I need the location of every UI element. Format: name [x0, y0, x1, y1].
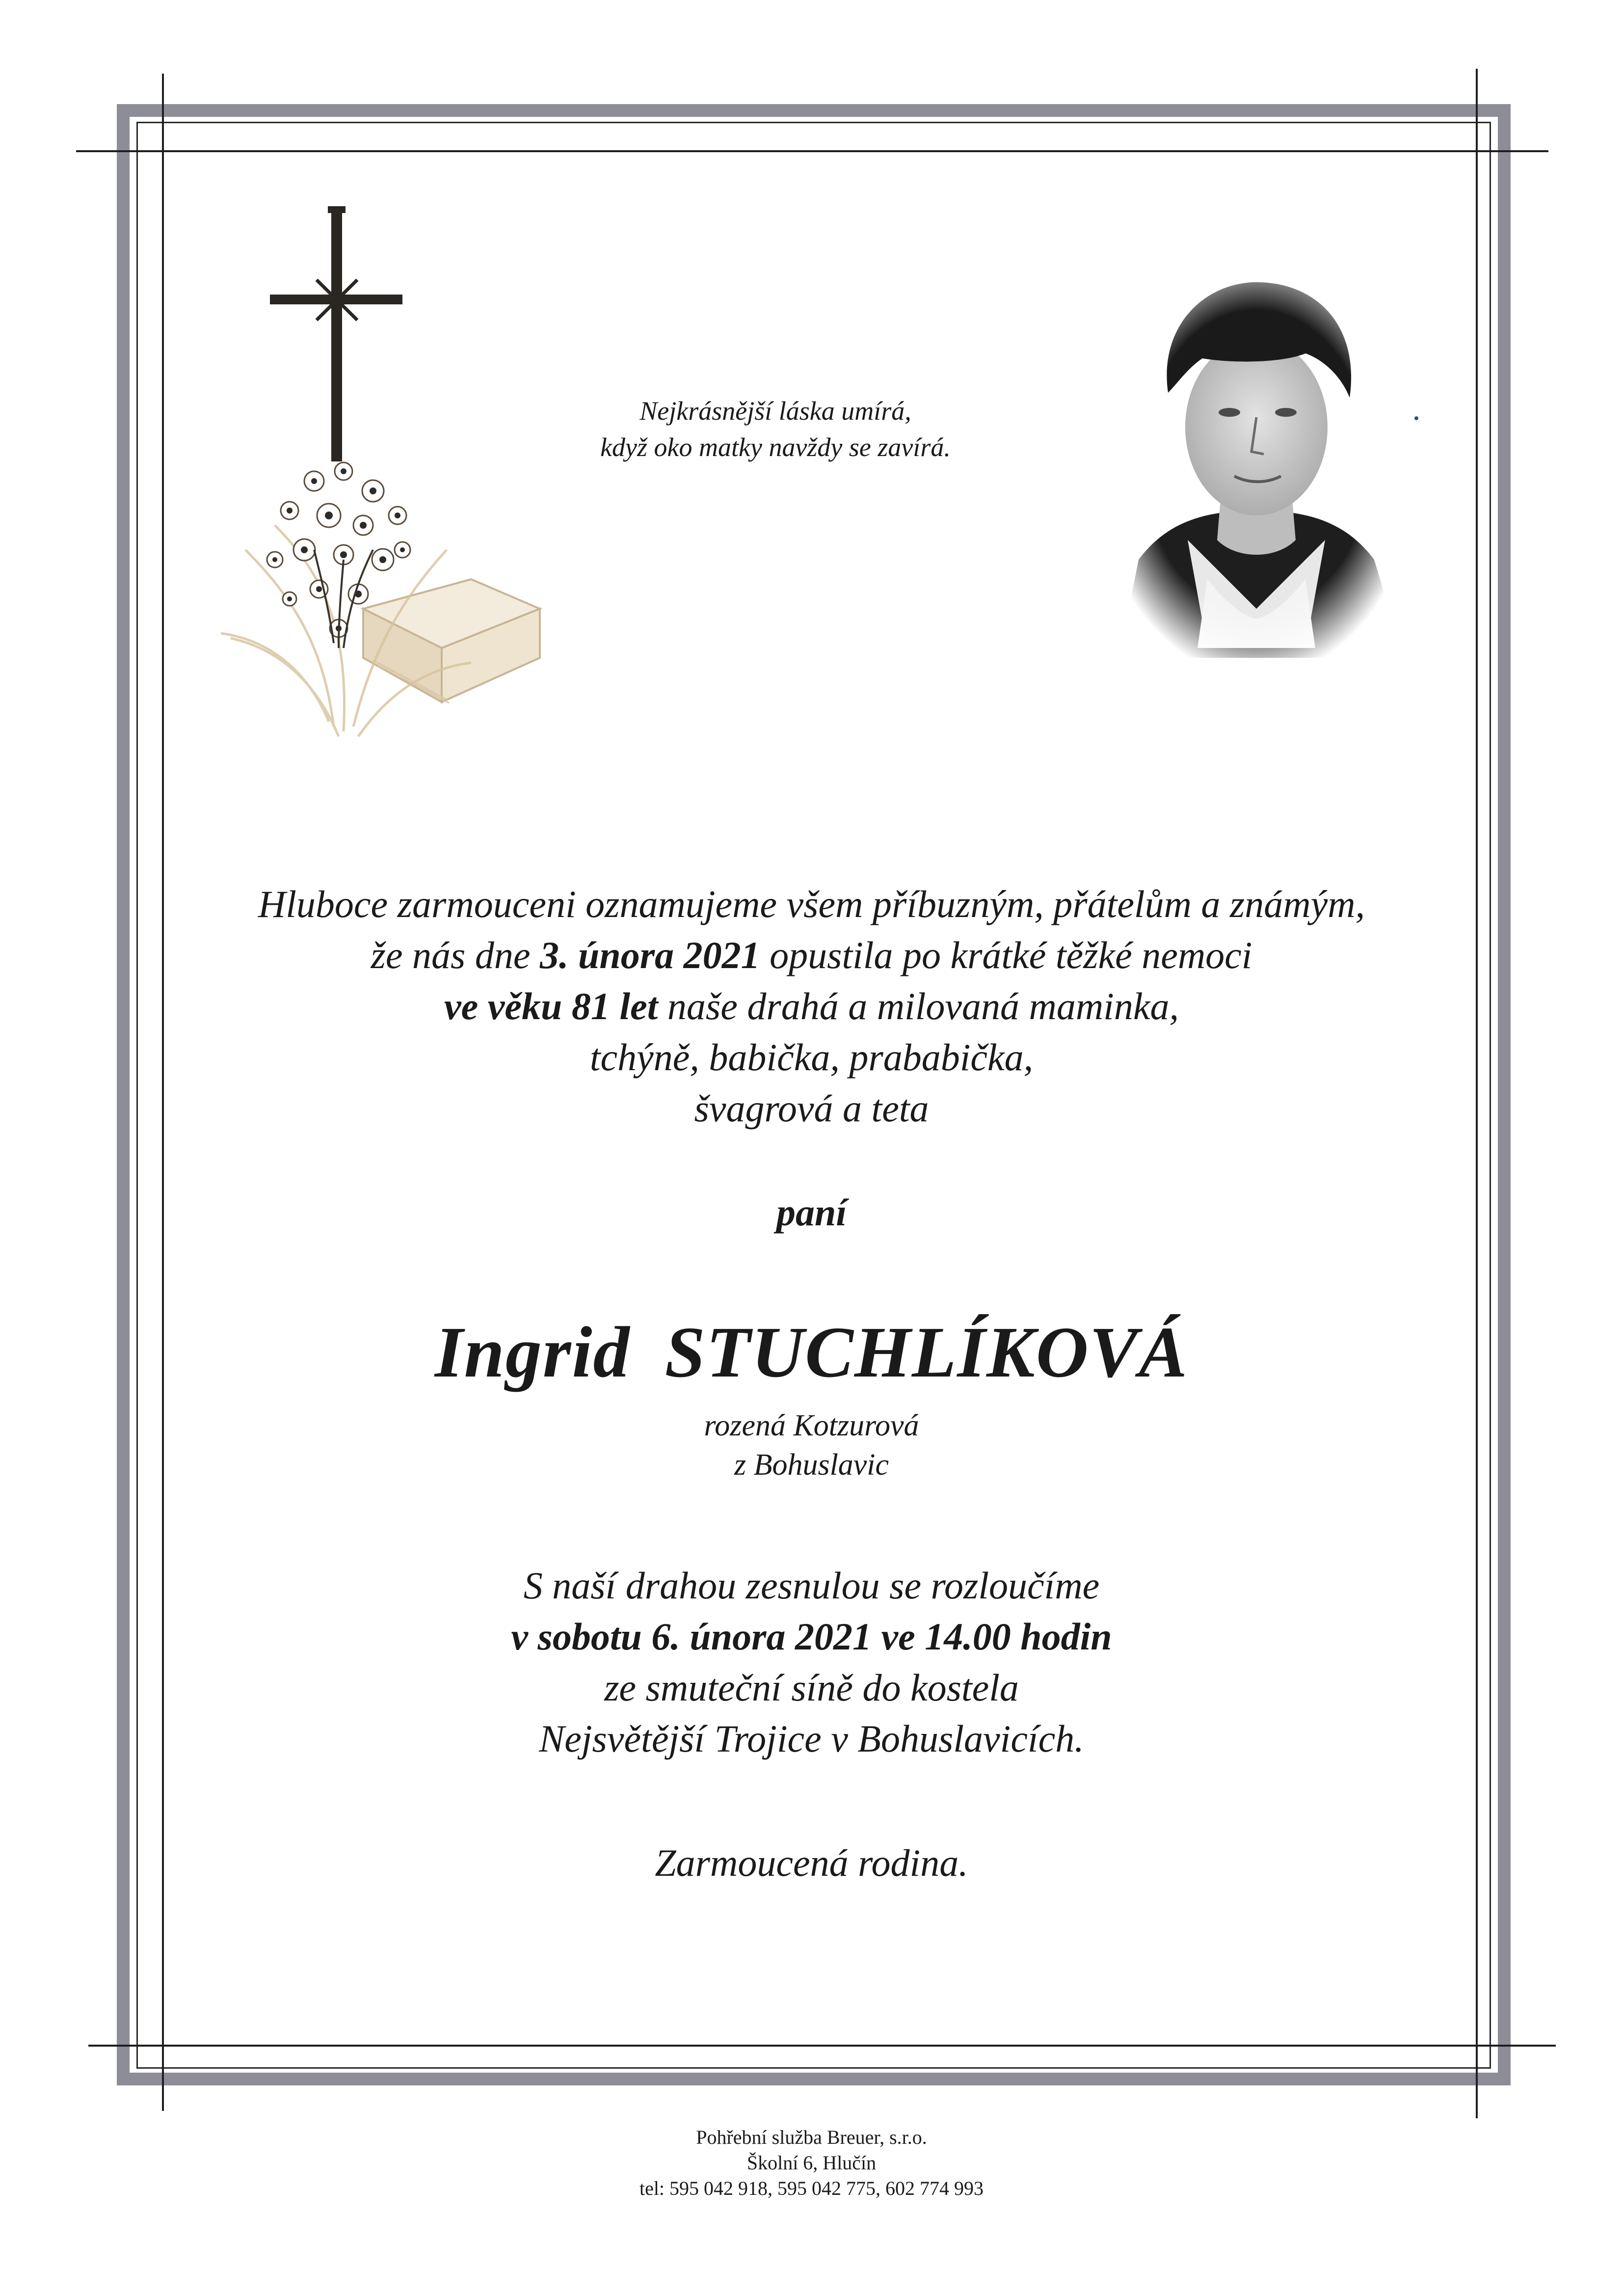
cross-flowers-icon — [216, 206, 550, 754]
farewell-line-1: S naší drahou zesnulou se rozloučíme — [523, 1564, 1100, 1607]
portrait-photo — [1109, 265, 1404, 660]
first-name: Ingrid — [434, 1312, 631, 1393]
announcement-line-2-pre: že nás dne — [371, 934, 540, 976]
announcement-line-5: švagrová a teta — [694, 1087, 929, 1130]
title-prefix: paní — [776, 1191, 847, 1234]
footer-address: Školní 6, Hlučín — [746, 2152, 877, 2174]
announcement-line-1: Hluboce zarmouceni oznamujeme všem příbuzným, přátelům a známým, — [258, 883, 1365, 925]
quote-verse — [530, 393, 1021, 465]
deceased-name — [0, 1311, 1623, 1394]
quote-line-1: Nejkrásnější láska umírá, — [639, 396, 911, 426]
announcement-line-3 — [0, 981, 1623, 1032]
speck-mark — [1414, 416, 1418, 420]
maiden-name: rozená Kotzurová — [704, 1409, 919, 1442]
announcement-line-4: tchýně, babička, prababička, — [589, 1036, 1034, 1079]
top-crop-line — [76, 150, 1548, 152]
farewell-text — [0, 1560, 1623, 1764]
age-text: ve věku 81 let — [444, 985, 658, 1027]
farewell-date-time: v sobotu 6. února 2021 ve 14.00 hodin — [511, 1615, 1112, 1658]
farewell-line-3: ze smuteční síně do kostela — [604, 1666, 1019, 1709]
announcement-line-2 — [0, 930, 1623, 981]
footer-company: Pohřební služba Breuer, s.r.o. — [696, 2126, 927, 2148]
death-date: 3. února 2021 — [539, 934, 760, 976]
quote-line-2: když oko matky navždy se zavírá. — [600, 432, 951, 462]
funeral-service-footer — [0, 2125, 1623, 2201]
announcement-line-2-post: opustila po krátké těžké nemoci — [760, 934, 1252, 976]
farewell-line-4: Nejsvětější Trojice v Bohuslavicích. — [539, 1717, 1084, 1760]
maiden-name-block — [0, 1406, 1623, 1485]
announcement-text — [0, 879, 1623, 1134]
surname: STUCHLÍKOVÁ — [665, 1312, 1189, 1393]
footer-phones: tel: 595 042 918, 595 042 775, 602 774 993 — [639, 2177, 984, 2199]
origin: z Bohuslavic — [734, 1448, 889, 1482]
family-signature: Zarmoucená rodina. — [655, 1841, 968, 1884]
bottom-crop-line — [88, 2045, 1556, 2047]
announcement-line-3-post: naše drahá a milovaná maminka, — [658, 985, 1179, 1027]
